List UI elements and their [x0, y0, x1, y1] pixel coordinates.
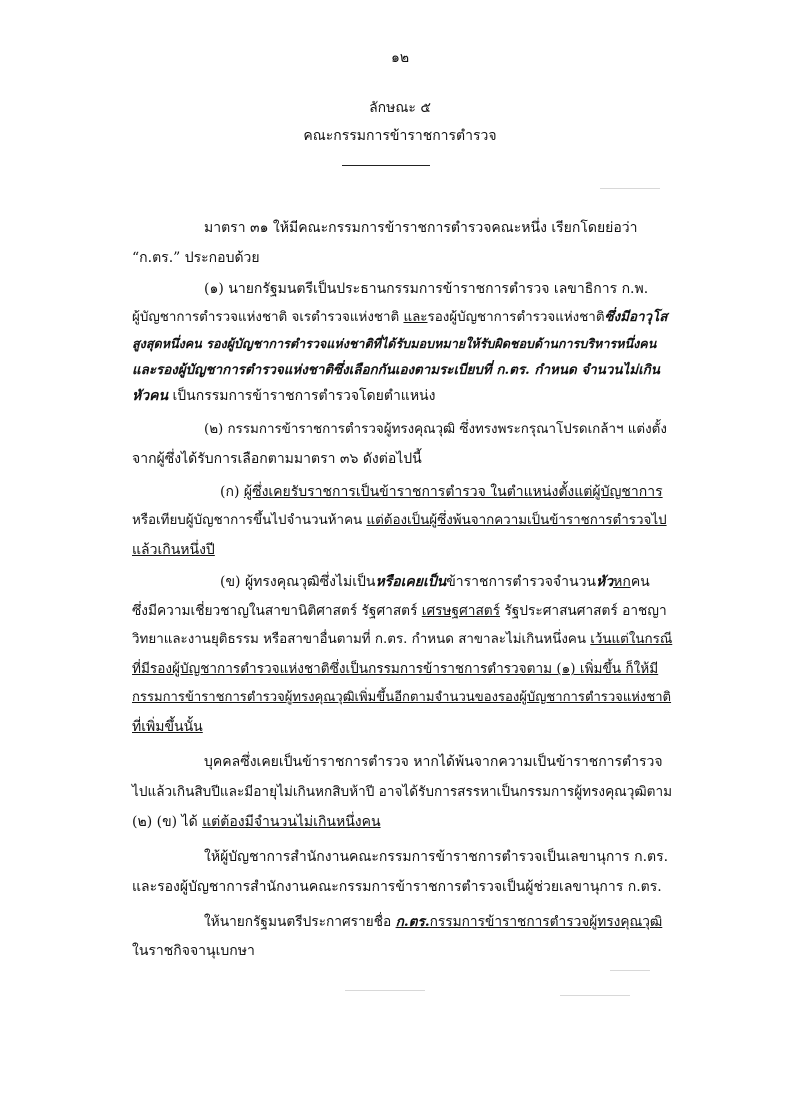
- item2b-line1: (ข) ผู้ทรงคุณวุฒิซึ่งไม่เป็นหรือเคยเป็นข้าราชการตำรวจจำนวนหัวหกคน: [220, 574, 650, 590]
- item2a-line3: แล้วเกินหนึ่งปี: [132, 542, 215, 558]
- item2-line1: (๒) กรรมการข้าราชการตำรวจผู้ทรงคุณวุฒิ ซึ่งทรงพระกรุณาโปรดเกล้าฯ แต่งตั้ง: [204, 422, 667, 437]
- former-officer-line2: ไปแล้วเกินสิบปีและมีอายุไม่เกินหกสิบห้าปี อาจได้รับการสรรหาเป็นกรรมการผู้ทรงคุณวุฒิตาม: [132, 784, 673, 800]
- item1-line4-amended: และรองผู้บัญชาการตำรวจแห่งชาติซึ่งเลือกกันเองตามระเบียบที่ ก.ตร. กำหนด จำนวนไม่เกิน: [132, 362, 660, 378]
- former-officer-line3: (๒) (ข) ได้ แต่ต้องมีจำนวนไม่เกินหนึ่งคน: [132, 814, 381, 830]
- chapter-title: คณะกรรมการข้าราชการตำรวจ: [303, 128, 497, 144]
- scan-speck: [610, 970, 650, 971]
- former-officer-line1: บุคคลซึ่งเคยเป็นข้าราชการตำรวจ หากได้พ้นจากความเป็นข้าราชการตำรวจ: [204, 754, 663, 770]
- item2b-line6: ที่เพิ่มขึ้นนั้น: [132, 719, 203, 735]
- item1-line5: หัวคน เป็นกรรมการข้าราชการตำรวจโดยตำแหน่ง: [132, 388, 436, 404]
- item2-line2: จากผู้ซึ่งได้รับการเลือกตามมาตรา ๓๖ ดังต่อไปนี้: [132, 451, 422, 467]
- secretary-line2: และรองผู้บัญชาการสำนักงานคณะกรรมการข้าราชการตำรวจเป็นผู้ช่วยเลขานุการ ก.ตร.: [132, 879, 662, 895]
- scan-speck: [600, 188, 660, 189]
- item2b-line5: กรรมการข้าราชการตำรวจผู้ทรงคุณวุฒิเพิ่มขึ้นอีกตามจำนวนของรองผู้บัญชาการตำรวจแห่งชาติ: [132, 690, 672, 705]
- chapter-heading: ลักษณะ ๕: [369, 100, 431, 116]
- announce-line1: ให้นายกรัฐมนตรีประกาศรายชื่อ ก.ตร.กรรมการข้าราชการตำรวจผู้ทรงคุณวุฒิ: [204, 914, 663, 930]
- item1-line2: ผู้บัญชาการตำรวจแห่งชาติ จเรตำรวจแห่งชาติ และรองผู้บัญชาการตำรวจแห่งชาติซึ่งมีอาวุโส: [132, 309, 668, 325]
- scan-speck: [560, 995, 630, 996]
- section-31-intro-line1: มาตรา ๓๑ ให้มีคณะกรรมการข้าราชการตำรวจคณะหนึ่ง เรียกโดยย่อว่า: [204, 220, 638, 236]
- item2b-line2: ซึ่งมีความเชี่ยวชาญในสาขานิติศาสตร์ รัฐศาสตร์ เศรษฐศาสตร์ รัฐประศาสนศาสตร์ อาชญา: [132, 603, 667, 619]
- secretary-line1: ให้ผู้บัญชาการสำนักงานคณะกรรมการข้าราชการตำรวจเป็นเลขานุการ ก.ตร.: [204, 849, 669, 865]
- item2a-line1: (ก) ผู้ซึ่งเคยรับราชการเป็นข้าราชการตำรวจ ในตำแหน่งตั้งแต่ผู้บัญชาการ: [220, 484, 663, 500]
- item2b-line3: วิทยาและงานยุติธรรม หรือสาขาอื่นตามที่ ก.ตร. กำหนด สาขาละไม่เกินหนึ่งคน เว้นแต่ในกรณี: [132, 632, 673, 647]
- announce-line2: ในราชกิจจานุเบกษา: [132, 943, 255, 959]
- item2b-line4: ที่มีรองผู้บัญชาการตำรวจแห่งชาติซึ่งเป็นกรรมการข้าราชการตำรวจตาม (๑) เพิ่มขึ้น ก็ให้มี: [132, 661, 659, 677]
- page-number: ๑๒: [390, 50, 410, 66]
- item2a-line2: หรือเทียบผู้บัญชาการขึ้นไปจำนวนห้าคน แต่ต้องเป็นผู้ซึ่งพ้นจากความเป็นข้าราชการตำรวจไป: [132, 513, 667, 528]
- item1-line1: (๑) นายกรัฐมนตรีเป็นประธานกรรมการข้าราชการตำรวจ เลขาธิการ ก.พ.: [204, 281, 649, 297]
- scan-speck: [345, 990, 425, 991]
- item1-line3-amended: สูงสุดหนึ่งคน รองผู้บัญชาการตำรวจแห่งชาติที่ได้รับมอบหมายให้รับผิดชอบด้านการบริหารหนึ่งคน: [132, 336, 657, 351]
- section-31-intro-line2: “ก.ตร.” ประกอบด้วย: [132, 250, 260, 266]
- title-divider: [342, 165, 430, 166]
